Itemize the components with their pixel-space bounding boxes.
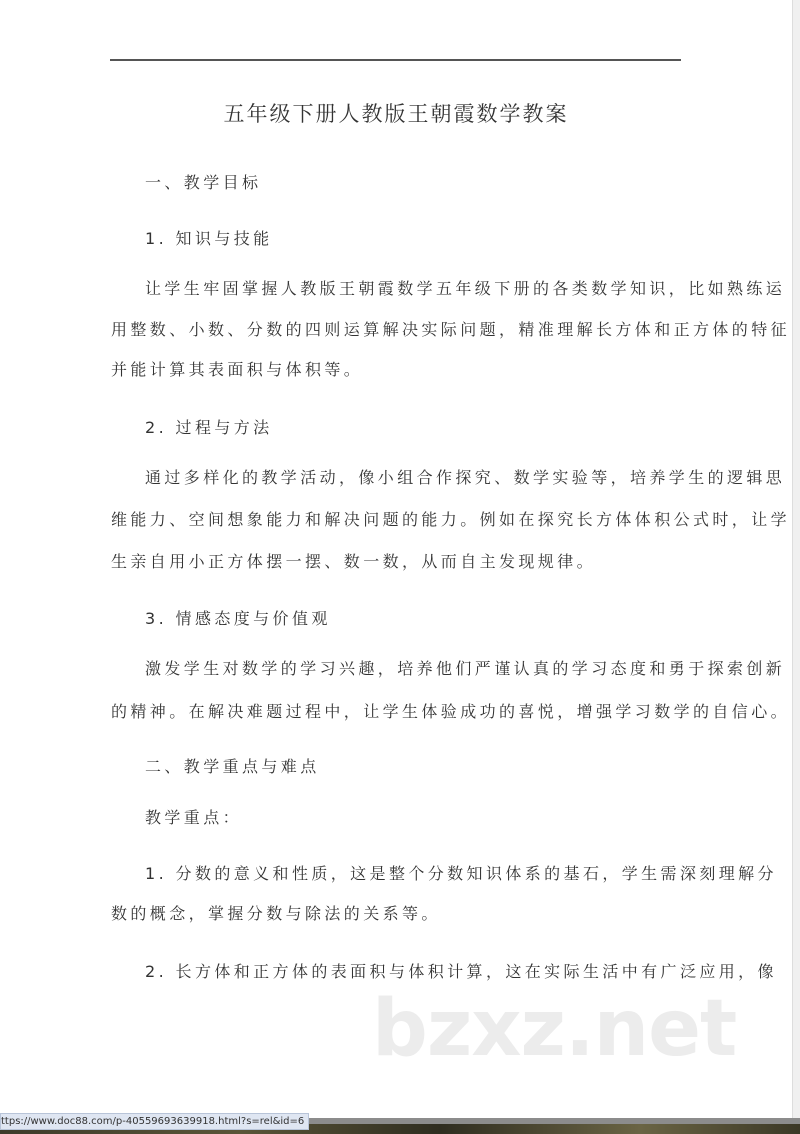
subsection-heading: 2. 过程与方法 [145,418,273,437]
paragraph-line: 用整数、小数、分数的四则运算解决实际问题，精准理解长方体和正方体的特征 [111,320,791,339]
status-url: ttps://www.doc88.com/p-40559693639918.html?s=rel&id=6 [0,1113,309,1130]
paragraph-line: 数的概念，掌握分数与除法的关系等。 [111,904,441,923]
paragraph-line: 维能力、空间想象能力和解决问题的能力。例如在探究长方体体积公式时，让学 [111,510,791,529]
subsection-heading: 教学重点： [145,808,243,827]
subsection-heading: 3. 情感态度与价值观 [145,609,331,628]
paragraph-line: 并能计算其表面积与体积等。 [111,360,364,379]
scrollbar[interactable] [793,0,800,1118]
document-title: 五年级下册人教版王朝霞数学教案 [223,102,569,126]
paragraph-line: 让学生牢固掌握人教版王朝霞数学五年级下册的各类数学知识，比如熟练运 [145,279,786,298]
paragraph-line: 激发学生对数学的学习兴趣，培养他们严谨认真的学习态度和勇于探索创新 [145,659,786,678]
section-heading: 一、教学目标 [145,173,262,192]
watermark: bzxz.net [372,984,737,1074]
paragraph-line: 通过多样化的教学活动，像小组合作探究、数学实验等，培养学生的逻辑思 [145,468,786,487]
section-heading: 二、教学重点与难点 [145,757,320,776]
paragraph-line: 2. 长方体和正方体的表面积与体积计算，这在实际生活中有广泛应用，像 [145,962,777,981]
paragraph-line: 1. 分数的意义和性质，这是整个分数知识体系的基石，学生需深刻理解分 [145,864,777,883]
header-rule [110,59,681,61]
paragraph-line: 的精神。在解决难题过程中，让学生体验成功的喜悦，增强学习数学的自信心。 [111,702,791,721]
subsection-heading: 1. 知识与技能 [145,229,273,248]
paragraph-line: 生亲自用小正方体摆一摆、数一数，从而自主发现规律。 [111,552,597,571]
